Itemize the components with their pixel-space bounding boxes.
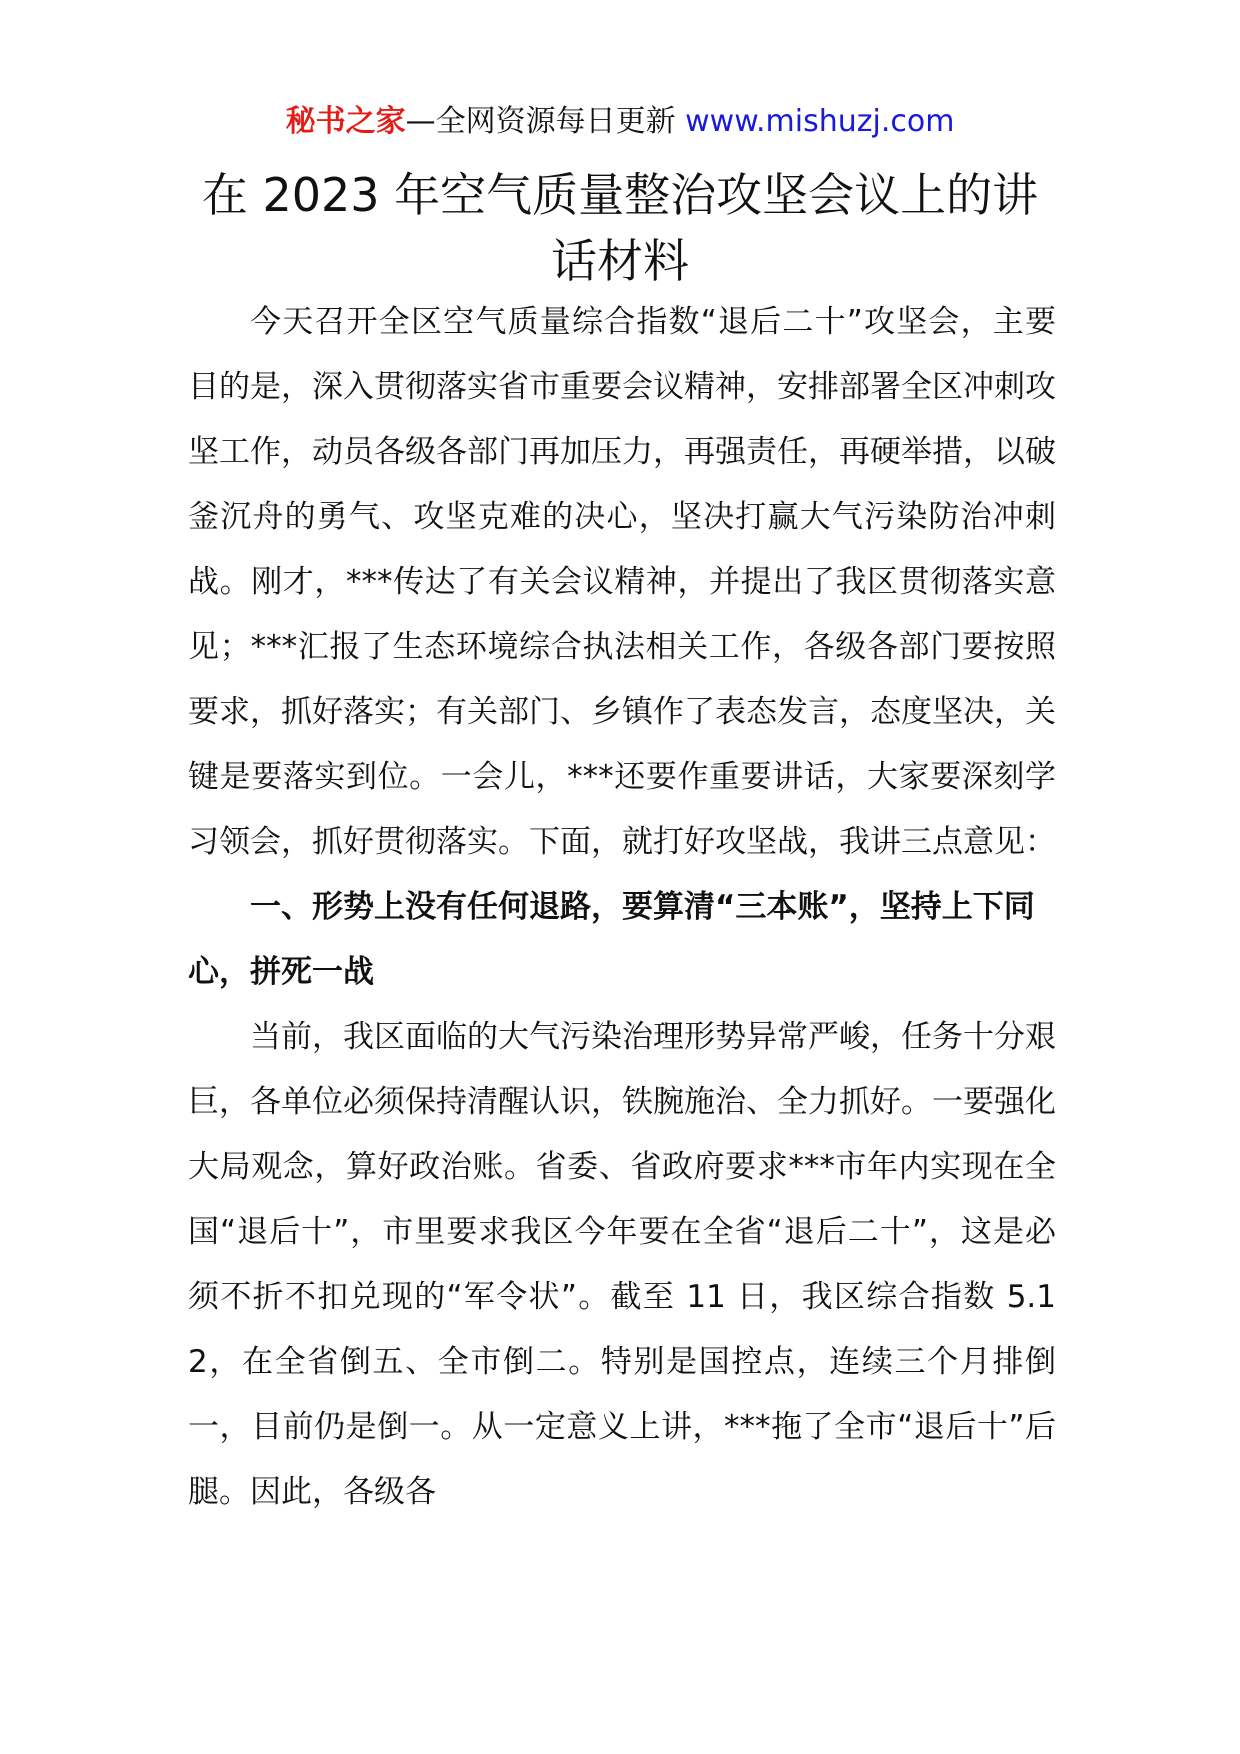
header-slogan: —全网资源每日更新 (405, 104, 686, 139)
section-heading-1: 一、形势上没有任何退路，要算清“三本账”，坚持上下同心，拼死一战 (188, 889, 1035, 990)
website-link[interactable]: www.mishuzj.com (685, 104, 955, 139)
intro-paragraph: 今天召开全区空气质量综合指数“退后二十”攻坚会，主要目的是，深入贯彻落实省市重要会议精神，安排部署全区冲刺攻坚工作，动员各级各部门再加压力，再强责任，再硬举措，以破釜沉舟的勇气、攻坚克难的决心，坚决打赢大气污染防治冲刺战。刚才，***传达了有关会议精神，并提出了我区贯彻落实意见；***汇报了生态环境综合执法相关工作，各级各部门要按照要求，抓好落实；有关部门、乡镇作了表态发言，态度坚决，关键是要落实到位。一会儿，***还要作重要讲话，大家要深刻学习领会，抓好贯彻落实。下面，就打好攻坚战，我讲三点意见： (188, 304, 1056, 860)
brand-name: 秘书之家 (285, 104, 406, 139)
section-1-paragraph: 当前，我区面临的大气污染治理形势异常严峻，任务十分艰巨，各单位必须保持清醒认识，铁腕施治、全力抓好。一要强化大局观念，算好政治账。省委、省政府要求***市年内实现在全国“退后十”，市里要求我区今年要在全省“退后二十”，这是必须不折不扣兑现的“军令状”。截至 11 日，我区综合指数 5.12，在全省倒五、全市倒二。特别是国控点，连续三个月排倒一，目前仍是倒一。从一定意义上讲，***拖了全市“退后十”后腿。因此，各级各 (188, 1019, 1056, 1510)
document-body (188, 290, 1056, 1525)
document-header (0, 100, 1240, 144)
document-title: 在 2023 年空气质量整治攻坚会议上的讲话材料 (201, 168, 1039, 288)
